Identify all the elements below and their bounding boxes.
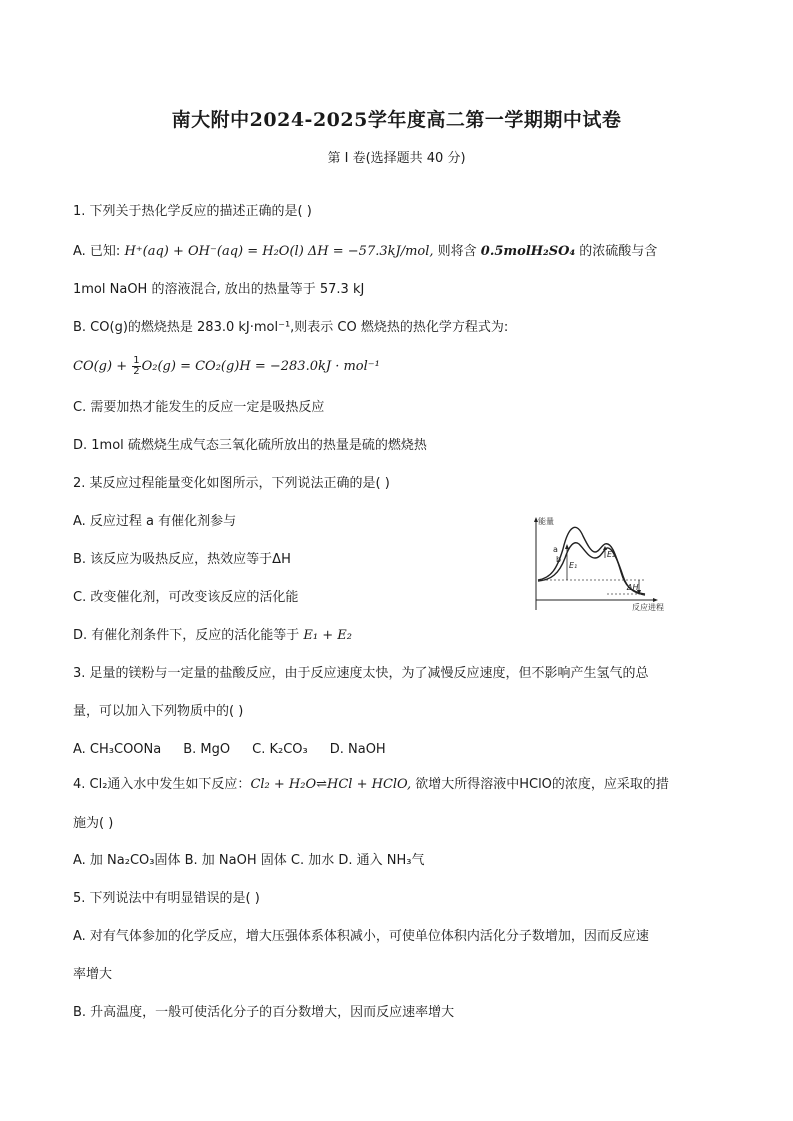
q2-option-d [73, 627, 352, 645]
x-axis-arrow [653, 598, 658, 602]
q5-option-b: B. 升高温度，一般可使活化分子的百分数增大，因而反应速率增大 [73, 1005, 455, 1020]
q1-option-c: C. 需要加热才能发生的反应一定是吸热反应 [73, 400, 325, 415]
q1-option-d: D. 1mol 硫燃烧生成气态三氧化硫所放出的热量是硫的燃烧热 [73, 438, 427, 453]
q3-option-b: B. MgO [183, 742, 231, 757]
q1-b-fraction [132, 356, 140, 377]
energy-diagram [527, 514, 667, 614]
q1-option-a [73, 243, 657, 261]
q5-option-a-line1: A. 对有气体参加的化学反应，增大压强体系体积减小，可使单位体积内活化分子数增加，因而反应速 [73, 929, 649, 944]
q2-d-text: D. 有催化剂条件下，反应的活化能等于 [73, 628, 304, 643]
curve-a-label: a [553, 545, 558, 554]
q1-b-frac-num: 1 [133, 355, 140, 366]
q1-a-end: 的浓硫酸与含 [575, 244, 658, 259]
q1-a-mid: 则将含 [433, 244, 481, 259]
e1-arrow-head [565, 544, 569, 549]
q5-stem: 5. 下列说法中有明显错误的是( ) [73, 891, 260, 906]
q1-a-prefix: A. 已知: [73, 244, 125, 259]
q4-stem-line2: 施为( ) [73, 816, 114, 831]
q1-stem: 1. 下列关于热化学反应的描述正确的是( ) [73, 204, 312, 219]
q2-option-b: B. 该反应为吸热反应，热效应等于ΔH [73, 552, 291, 567]
q2-stem: 2. 某反应过程能量变化如图所示，下列说法正确的是( ) [73, 476, 390, 491]
q3-stem-line2: 量，可以加入下列物质中的( ) [73, 704, 244, 719]
y-axis-label: 能量 [538, 517, 554, 526]
q1-b-eq-right: O₂(g) = CO₂(g)H = −283.0kJ · mol⁻¹ [141, 359, 380, 374]
q2-d-equation: E₁ + E₂ [303, 628, 352, 643]
q1-option-b-equation [73, 356, 380, 377]
q4-options: A. 加 Na₂CO₃固体 B. 加 NaOH 固体 C. 加水 D. 通入 NH₃气 [73, 853, 425, 868]
x-axis-label: 反应进程 [632, 603, 664, 612]
q5-option-a-line2: 率增大 [73, 967, 113, 982]
q4-prefix: 4. Cl₂通入水中发生如下反应： [73, 777, 251, 792]
q1-option-b: B. CO(g)的燃烧热是 283.0 kJ·mol⁻¹,则表示 CO 燃烧热的热化学方程式为: [73, 320, 509, 335]
q3-option-d: D. NaOH [329, 742, 386, 757]
e2-label: E₂ [607, 550, 616, 559]
q3-option-a: A. CH₃COONa [73, 742, 162, 757]
curve-b-label: b [556, 555, 562, 564]
q1-a-amount: 0.5molH₂SO₄ [480, 244, 576, 259]
q2-option-c: C. 改变催化剂，可改变该反应的活化能 [73, 590, 299, 605]
e1-label: E₁ [569, 561, 578, 570]
q1-b-eq-left: CO(g) + [73, 359, 132, 374]
section-subtitle: 第 I 卷(选择题共 40 分) [327, 151, 466, 166]
dh-label: ΔH [627, 583, 639, 592]
q4-stem-line1 [73, 776, 669, 794]
q3-options [73, 741, 408, 759]
q4-suffix: 欲增大所得溶液中HClO的浓度，应采取的措 [411, 777, 669, 792]
exam-title: 南大附中2024-2025学年度高二第一学期期中试卷 [171, 109, 622, 131]
q1-a-equation: H⁺(aq) + OH⁻(aq) = H₂O(l) ΔH = −57.3kJ/mol, [124, 244, 434, 259]
q3-stem-line1: 3. 足量的镁粉与一定量的盐酸反应，由于反应速度太快，为了减慢反应速度，但不影响产生氢气的总 [73, 666, 649, 681]
q3-option-c: C. K₂CO₃ [252, 742, 308, 757]
q4-equation: Cl₂ + H₂O⇌HCl + HClO, [250, 777, 412, 792]
q1-b-frac-den: 2 [133, 366, 140, 377]
q2-option-a: A. 反应过程 a 有催化剂参与 [73, 514, 237, 529]
q1-option-a-line2: 1mol NaOH 的溶液混合, 放出的热量等于 57.3 kJ [73, 282, 365, 297]
